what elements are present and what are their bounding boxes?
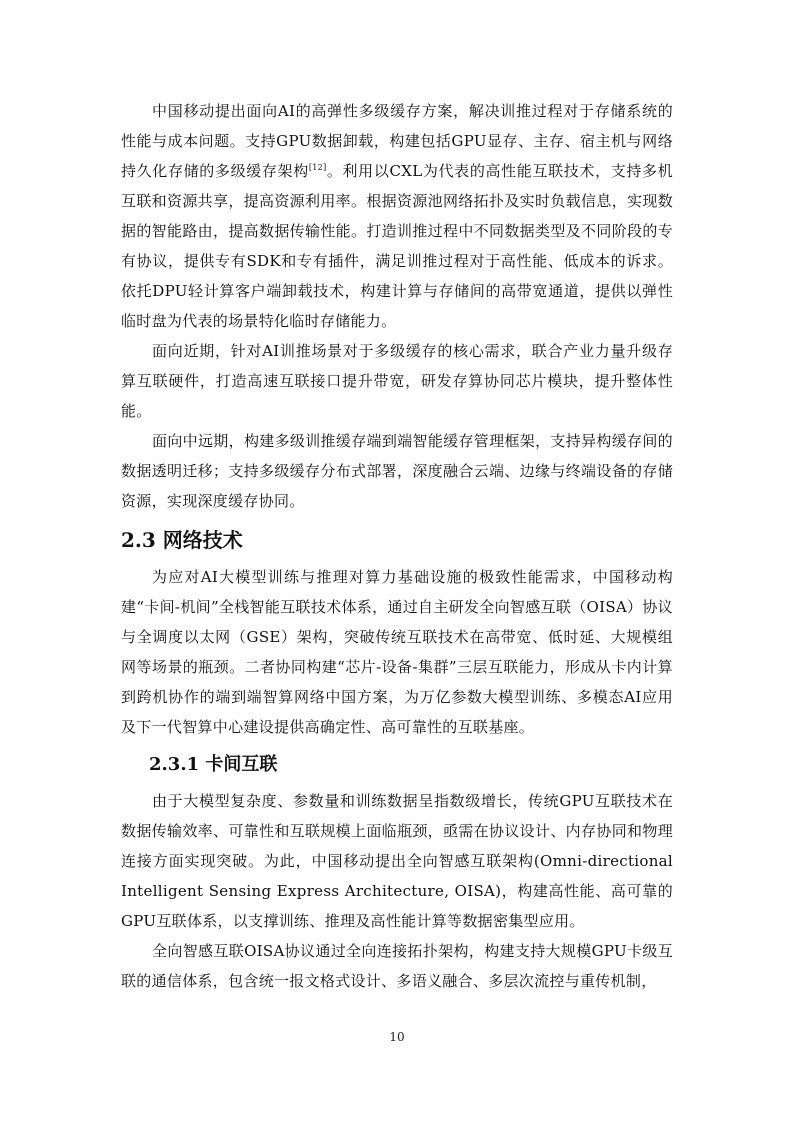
paragraph-multilevel-cache (121, 96, 673, 336)
paragraph-oisa-protocol: 全向智感互联OISA协议通过全向连接拓扑架构，构建支持大规模GPU卡级互联的通信体系，包含统一报文格式设计、多语义融合、多层次流控与重传机制， (121, 942, 673, 990)
page-number: 10 (389, 1030, 405, 1044)
paragraph-text: 。利用以CXL为代表的高性能互联技术，支持多机互联和资源共享，提高资源利用率。根据资源池网络拓扑及实时负载信息，实现数据的智能路由，提高数据传输性能。打造训推过程中不同数据类型及不同阶段的专有协议，提供专有SDK和专有插件，满足训推过程对于高性能、低成本的诉求。依托DPU轻计算客户端卸载技术，构建计算与存储间的高带宽通道，提供以弹性临时盘为代表的场景特化临时存储能力。 (121, 162, 673, 330)
paragraph-oisa-intro: 由于大模型复杂度、参数量和训练数据呈指数级增长，传统GPU互联技术在数据传输效率、可靠性和互联规模上面临瓶颈，亟需在协议设计、内存协同和物理连接方面实现突破。为此，中国移动提出全向智感互联架构(Omni-directional Intelligent Sensing Express Architecture, OISA)，构建高性能、高可靠的GPU互联体系，以支撑训练、推理及高性能计算等数据密集型应用。 (121, 792, 673, 930)
citation-reference[interactable]: [12] (308, 163, 327, 172)
paragraph-near-term: 面向近期，针对AI训推场景对于多级缓存的核心需求，联合产业力量升级存算互联硬件，打造高速互联接口提升带宽，研发存算协同芯片模块，提升整体性能。 (121, 342, 673, 420)
paragraph-long-term: 面向中远期，构建多级训推缓存端到端智能缓存管理框架，支持异构缓存间的数据透明迁移；支持多级缓存分布式部署，深度融合云端、边缘与终端设备的存储资源，实现深度缓存协同。 (121, 432, 673, 510)
paragraph-text: 中国移动提出面向AI的高弹性多级缓存方案，解决训推过程对于存储系统的性能与成本问题。支持GPU数据卸载，构建包括GPU显存、主存、宿主机与网络持久化存储的多级缓存架构 (121, 102, 673, 180)
paragraph-network-intro: 为应对AI大模型训练与推理对算力基础设施的极致性能需求，中国移动构建“卡间-机间”全栈智能互联技术体系，通过自主研发全向智感互联（OISA）协议与全调度以太网（GSE）架构，突破传统互联技术在高带宽、低时延、大规模组网等场景的瓶颈。二者协同构建“芯片-设备-集群”三层互联能力，形成从卡内计算到跨机协作的端到端智算网络中国方案，为万亿参数大模型训练、多模态AI应用及下一代智算中心建设提供高确定性、高可靠性的互联基座。 (121, 568, 673, 736)
document-body (121, 96, 673, 996)
subsection-heading-card-interconnect: 2.3.1 卡间互联 (149, 754, 278, 775)
section-heading-network-tech: 2.3 网络技术 (121, 528, 243, 552)
